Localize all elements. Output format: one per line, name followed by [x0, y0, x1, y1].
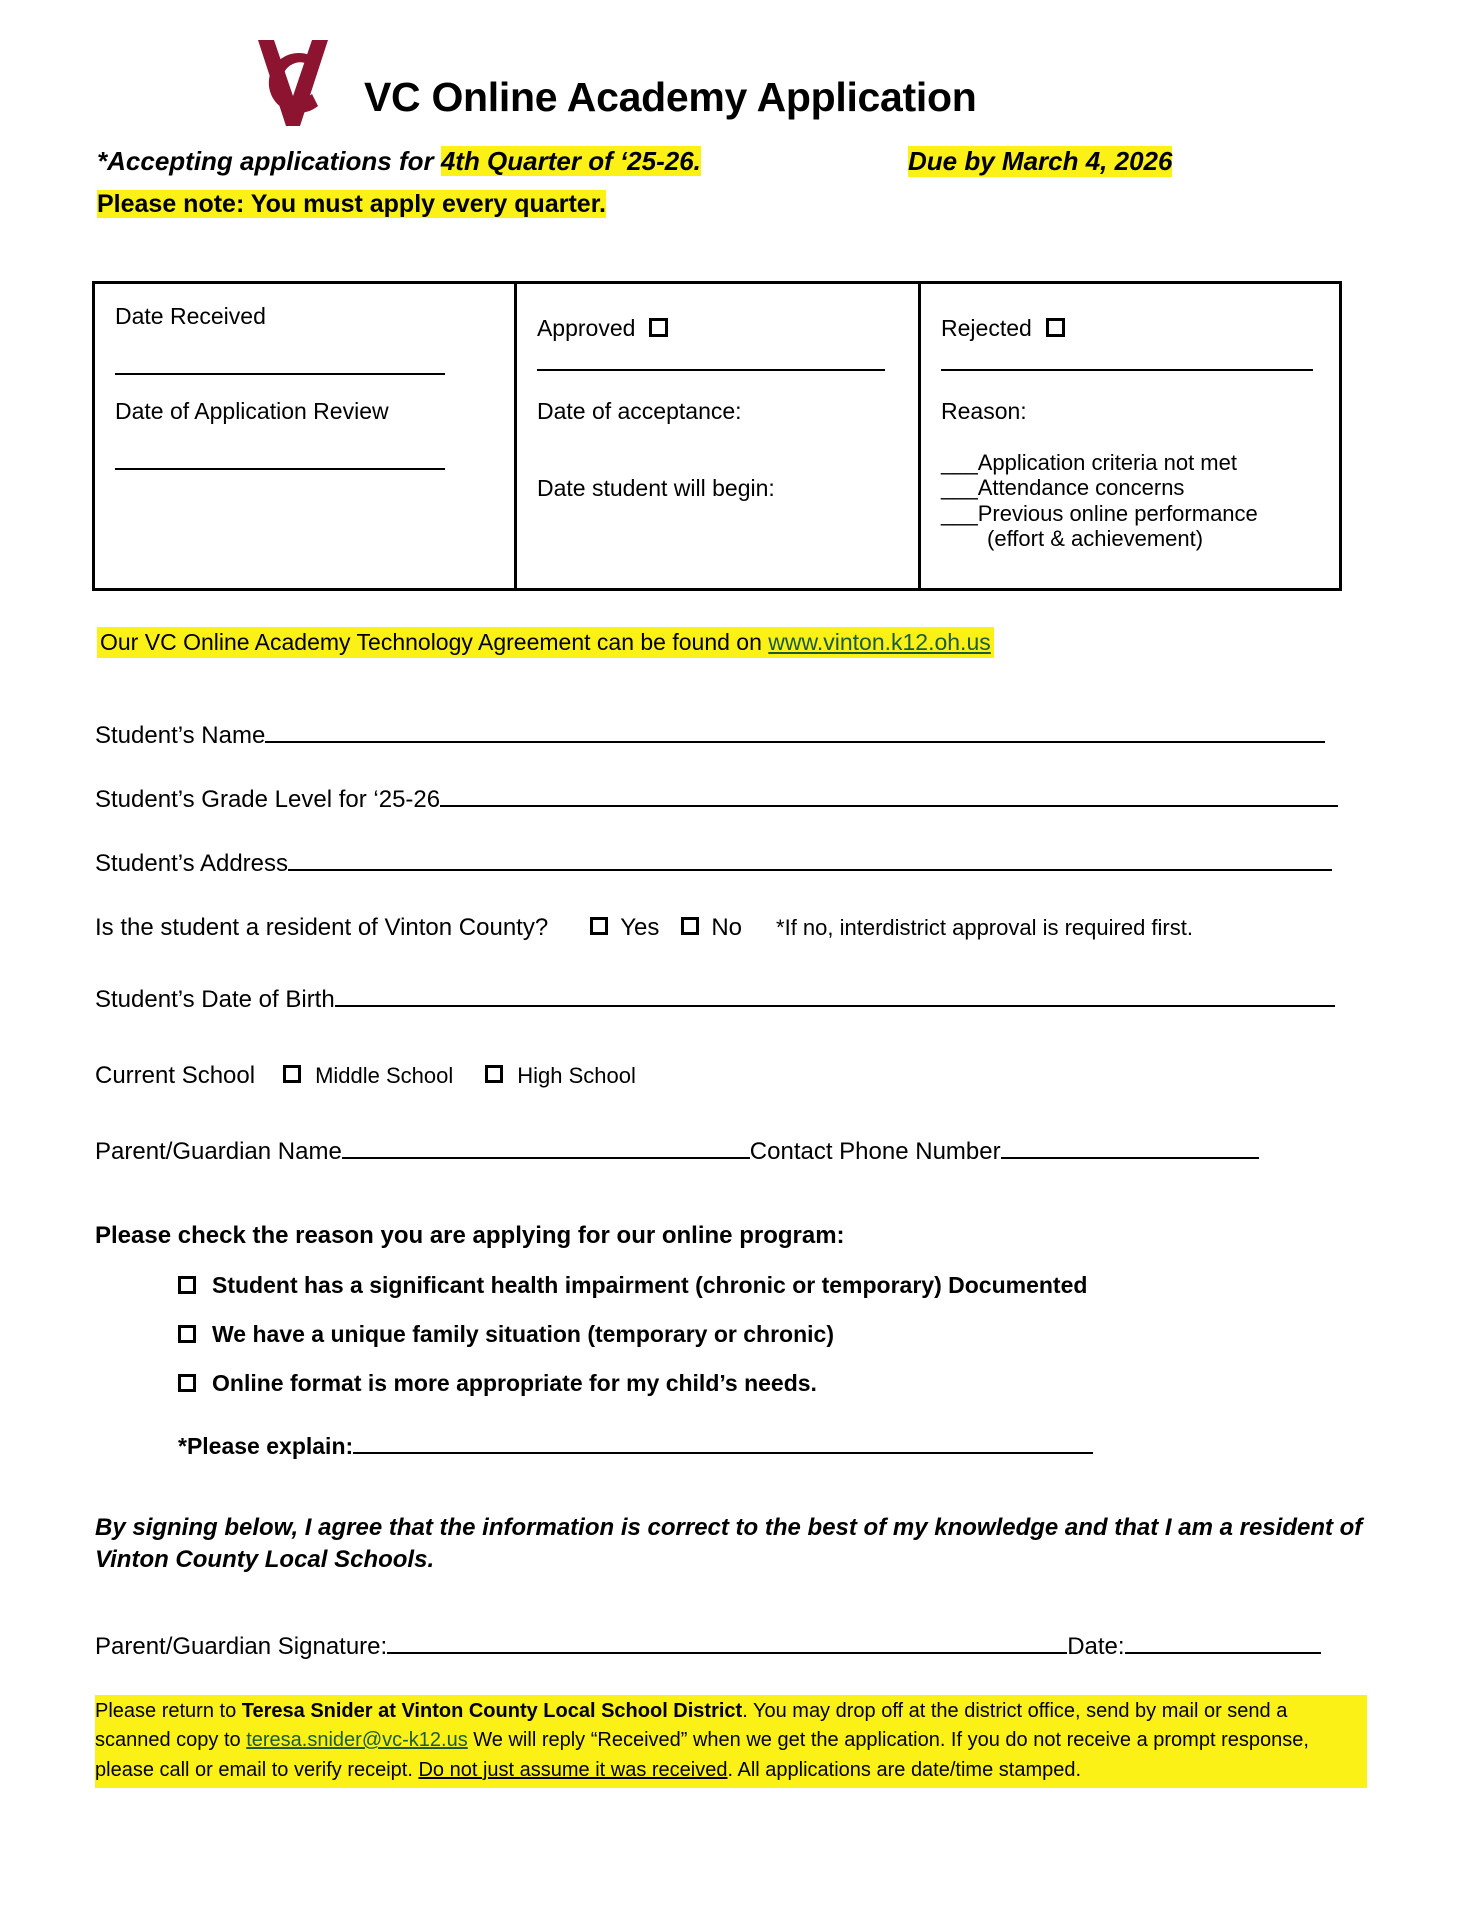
due-date-highlight: Due by March 4, 2026 [908, 146, 1173, 176]
field-current-school [95, 1062, 1484, 1090]
signature-agreement-text: By signing below, I agree that the information is correct to the best of my knowledge and that I am a resident of Vinton County Local Schools. [95, 1514, 1363, 1574]
vc-monogram-logo [250, 34, 336, 130]
field-signature [0, 1633, 1484, 1661]
resident-yes-label: Yes [620, 914, 660, 941]
please-explain-label: *Please explain: [178, 1433, 354, 1459]
date-app-review-line[interactable] [115, 468, 445, 470]
reason-option-health[interactable] [0, 1272, 1484, 1299]
apply-every-quarter-note [0, 190, 1484, 219]
rejection-reason-item[interactable]: ___Previous online performance [941, 500, 1258, 526]
resident-yes-checkbox[interactable] [590, 917, 608, 935]
accepting-line [0, 146, 1484, 180]
parent-name-input[interactable] [342, 1139, 750, 1159]
approved-checkbox[interactable] [649, 318, 668, 337]
student-name-label: Student’s Name [95, 722, 266, 749]
accepting-quarter-highlight: 4th Quarter of ‘25-26. [440, 146, 701, 176]
technology-agreement-text: Our VC Online Academy Technology Agreement can be found on [100, 629, 769, 655]
application-form [0, 722, 1484, 1166]
date-of-acceptance-label: Date of acceptance: [536, 397, 742, 424]
rejected-label: Rejected [941, 315, 1032, 341]
grade-level-input[interactable] [440, 787, 1338, 807]
reason-option-online-format[interactable] [0, 1370, 1484, 1397]
field-student-address [95, 850, 1484, 878]
footer-part3: We will reply “Received” when we get the application. If you do not receive a prompt response, please call or email to verify receipt. [95, 1729, 1309, 1781]
office-use-table [92, 281, 1342, 591]
resident-no-checkbox[interactable] [681, 917, 699, 935]
field-student-name [95, 722, 1484, 750]
date-received-line[interactable] [115, 373, 445, 375]
teresa-snider-email-link[interactable]: teresa.snider@vc-k12.us [246, 1729, 468, 1752]
field-date-of-birth [95, 986, 1484, 1014]
signature-date-label: Date: [1067, 1632, 1125, 1660]
reason-option-family[interactable] [0, 1321, 1484, 1348]
residency-question-label: Is the student a resident of Vinton County? [95, 914, 549, 941]
middle-school-label: Middle School [315, 1063, 454, 1088]
approved-label: Approved [536, 315, 636, 341]
family-situation-label: We have a unique family situation (temporary or chronic) [212, 1321, 834, 1347]
date-app-review-label: Date of Application Review [115, 397, 389, 424]
footer-recipient: Teresa Snider at Vinton County Local School District [241, 1699, 743, 1722]
technology-agreement-note [97, 627, 994, 658]
student-address-label: Student’s Address [95, 850, 289, 877]
date-student-begin-label: Date student will begin: [536, 474, 775, 501]
signature-label: Parent/Guardian Signature: [95, 1632, 388, 1660]
reasons-heading: Please check the reason you are applying for our online program: [95, 1222, 845, 1249]
rejection-reason-subtext: (effort & achievement) [987, 526, 1204, 552]
footer-part4: . All applications are date/time stamped. [727, 1758, 1082, 1781]
health-impairment-checkbox[interactable] [178, 1276, 196, 1294]
rejection-reason-list [941, 450, 1319, 552]
student-name-input[interactable] [265, 723, 1325, 743]
rejected-line[interactable] [941, 369, 1313, 371]
table-cell-approved [517, 284, 921, 588]
vinton-website-link[interactable]: www.vinton.k12.oh.us [768, 629, 991, 655]
footer-part1: Please return to [95, 1699, 242, 1722]
reason-label: Reason: [941, 397, 1027, 424]
online-format-checkbox[interactable] [178, 1374, 196, 1392]
high-school-checkbox[interactable] [485, 1065, 503, 1083]
current-school-label: Current School [95, 1062, 256, 1089]
grade-level-label: Student’s Grade Level for ‘25-26 [95, 786, 441, 813]
student-address-input[interactable] [288, 851, 1332, 871]
contact-phone-label: Contact Phone Number [749, 1138, 1001, 1165]
contact-phone-input[interactable] [1001, 1139, 1259, 1159]
field-please-explain [0, 1433, 1484, 1460]
rejected-checkbox[interactable] [1046, 318, 1065, 337]
dob-label: Student’s Date of Birth [95, 986, 335, 1013]
field-grade-level [95, 786, 1484, 814]
approved-line[interactable] [537, 369, 885, 371]
parent-name-label: Parent/Guardian Name [95, 1138, 342, 1165]
footer-underlined-warning: Do not just assume it was received [418, 1758, 728, 1781]
rejection-reason-item[interactable]: ___Attendance concerns [941, 475, 1185, 501]
table-cell-date-received [95, 284, 517, 588]
note-text: Please note: You must apply every quarter. [97, 190, 606, 218]
family-situation-checkbox[interactable] [178, 1325, 196, 1343]
date-received-label: Date Received [115, 303, 266, 329]
field-residency [95, 914, 1484, 942]
signature-date-input[interactable] [1125, 1634, 1321, 1654]
field-parent-contact [95, 1138, 1484, 1166]
footer-part2: . You may drop off at the district office, send by mail or send a scanned copy to [95, 1699, 1288, 1752]
signature-input[interactable] [387, 1634, 1067, 1654]
resident-no-label: No [711, 914, 743, 941]
page-title: VC Online Academy Application [364, 74, 977, 120]
middle-school-checkbox[interactable] [283, 1065, 301, 1083]
document-header [0, 0, 1484, 130]
table-cell-rejected [921, 284, 1339, 588]
please-explain-input[interactable] [353, 1434, 1093, 1454]
residency-note: *If no, interdistrict approval is required first. [776, 915, 1193, 940]
dob-input[interactable] [335, 987, 1335, 1007]
accepting-prefix: *Accepting applications for [97, 146, 441, 176]
health-impairment-label: Student has a significant health impairment (chronic or temporary) Documented [212, 1272, 1088, 1298]
return-instructions-footer [95, 1695, 1367, 1788]
rejection-reason-item[interactable]: ___Application criteria not met [941, 449, 1237, 475]
online-format-label: Online format is more appropriate for my child’s needs. [212, 1370, 817, 1396]
high-school-label: High School [517, 1063, 636, 1088]
